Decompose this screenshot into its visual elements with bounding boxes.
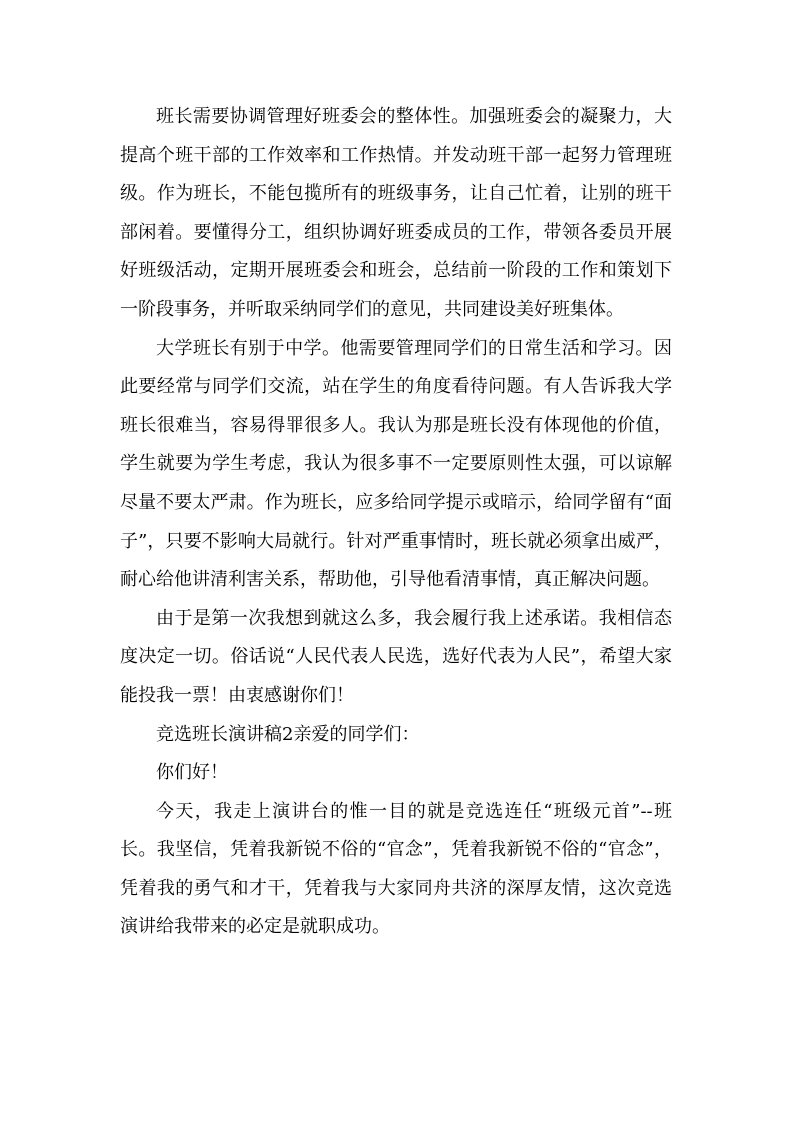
paragraph-greeting: 你们好！ [156,762,228,784]
paragraph-university-monitor: 大学班长有别于中学。他需要管理同学们的日常生活和学习。因此要经常与同学们交流，站在学生的角度看待问题。有人告诉我大学班长很难当，容易得罪很多人。我认为那是班长没有体现他的价值，学生就要为学生考虑，我认为很多事不一定要原则性太强，可以谅解尽量不要太严肃。作为班长，应多给同学提示或暗示，给同学留有“面子”，只要不影响大局就行。针对严重事情时，班长就必须拿出威严，耐心给他讲清利害关系，帮助他，引导他看清事情，真正解决问题。 [120,337,672,591]
paragraph-speech-2-heading: 竞选班长演讲稿2亲爱的同学们： [156,723,420,745]
paragraph-speech-2-intro: 今天，我走上演讲台的惟一目的就是竞选连任“班级元首”--班长。我坚信，凭着我新锐不俗的“官念”，凭着我新锐不俗的“官念”，凭着我的勇气和才干，凭着我与大家同舟共济的深厚友情，这次竞选演讲给我带来的必定是就职成功。 [120,800,672,938]
paragraph-closing-promise: 由于是第一次我想到就这么多，我会履行我上述承诺。我相信态度决定一切。俗话说“人民代表人民选，选好代表为人民”，希望大家能投我一票！由衷感谢你们！ [120,607,672,706]
paragraph-class-monitor-coordination: 班长需要协调管理好班委会的整体性。加强班委会的凝聚力，大提高个班干部的工作效率和工作热情。并发动班干部一起努力管理班级。作为班长，不能包揽所有的班级事务，让自己忙着，让别的班干部闲着。要懂得分工，组织协调好班委成员的工作，带领各委员开展好班级活动，定期开展班委会和班会，总结前一阶段的工作和策划下一阶段事务，并听取采纳同学们的意见，共同建设美好班集体。 [120,106,672,320]
document-body [120,98,672,947]
